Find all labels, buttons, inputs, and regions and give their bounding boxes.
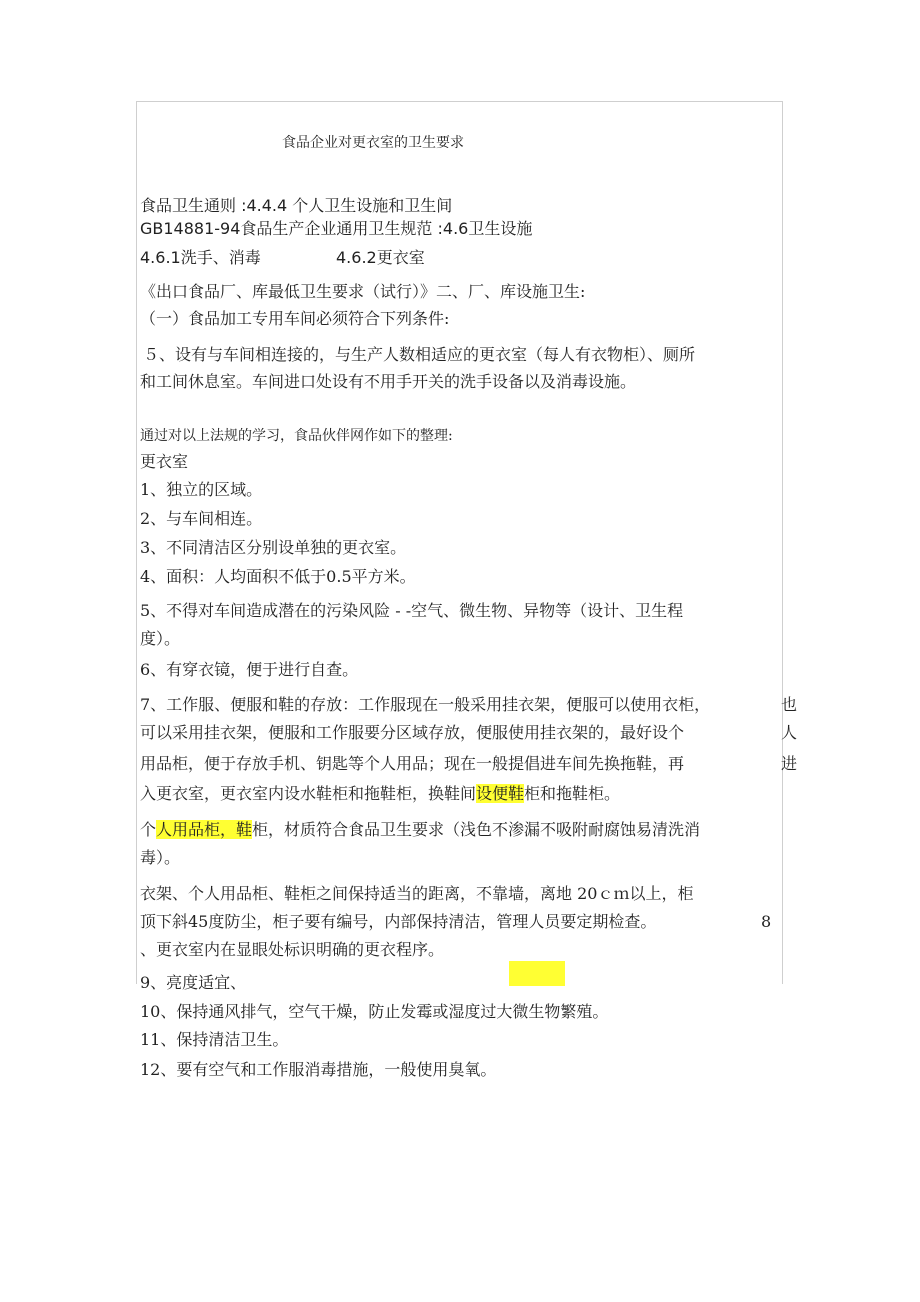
list-item-7-d xyxy=(140,784,620,804)
list-item-7-e-start: 个 xyxy=(140,820,157,839)
list-item-7-h: 顶下斜45度防尘，柜子要有编号，内部保持清洁，管理人员要定期检查。 xyxy=(140,912,657,931)
list-item-7-a: 7、工作服、便服和鞋的存放：工作服现在一般采用挂衣架，便服可以使用衣柜， xyxy=(140,695,711,714)
highlight-personal-cabinet: 人用品柜，鞋 xyxy=(156,820,253,839)
section-heading: 更衣室 xyxy=(140,452,189,471)
line-item-5-b: 和工间休息室。车间进口处设有不用手开关的洗手设备以及消毒设施。 xyxy=(140,372,637,391)
list-item-8: 、更衣室内在显眼处标识明确的更衣程序。 xyxy=(140,940,445,959)
line-item-5-a: ５、设有与车间相连接的，与生产人数相适应的更衣室（每人有衣物柜）、厕所 xyxy=(143,345,696,364)
list-item-5-b: 度）。 xyxy=(140,629,181,648)
list-item-7-b-end: 人 xyxy=(781,723,798,742)
list-item-8-number: 8 xyxy=(761,912,772,931)
list-item-10: 10、保持通风排气，空气干燥，防止发霉或湿度过大微生物繁殖。 xyxy=(140,1002,609,1021)
list-item-7-e-text: 柜，材质符合食品卫生要求（浅色不渗漏不吸附耐腐蚀易清洗消 xyxy=(252,820,701,839)
line-gb14881: GB14881-94食品生产企业通用卫生规范 :4.6卫生设施 xyxy=(140,219,533,238)
list-item-5-a: 5、不得对车间造成潜在的污染风险 - -空气、微生物、异物等（设计、卫生程 xyxy=(140,601,684,620)
list-item-9: 9、亮度适宜、 xyxy=(140,973,247,992)
list-item-6: 6、有穿衣镜，便于进行自查。 xyxy=(140,660,359,679)
list-item-7-d-end: 柜和拖鞋柜。 xyxy=(524,784,621,803)
list-item-7-b: 可以采用挂衣架，便服和工作服要分区域存放，便服使用挂衣架的，最好设个 xyxy=(140,723,685,742)
list-item-1: 1、独立的区域。 xyxy=(140,480,263,499)
list-item-7-d-text: 入更衣室，更衣室内设水鞋柜和拖鞋柜，换鞋间 xyxy=(140,784,477,803)
list-item-7-f: 毒）。 xyxy=(140,848,181,867)
line-hygiene-general: 食品卫生通则 :4.4.4 个人卫生设施和卫生间 xyxy=(140,196,453,215)
list-item-7-c: 用品柜，便于存放手机、钥匙等个人用品；现在一般提倡进车间先换拖鞋，再 xyxy=(140,754,685,773)
list-item-4: 4、面积：人均面积不低于0.5平方米。 xyxy=(140,567,416,586)
list-item-11: 11、保持清洁卫生。 xyxy=(140,1030,289,1049)
line-461: 4.6.1洗手、消毒 xyxy=(140,248,261,267)
list-item-7-a-end: 也 xyxy=(781,695,798,714)
document-title: 食品企业对更衣室的卫生要求 xyxy=(282,135,464,151)
list-item-7-g: 衣架、个人用品柜、鞋柜之间保持适当的距离，不靠墙，离地 20ｃｍ以上，柜 xyxy=(140,884,694,903)
line-462: 4.6.2更衣室 xyxy=(336,248,425,267)
line-summary-intro: 通过对以上法规的学习，食品伙伴网作如下的整理: xyxy=(140,428,453,444)
list-item-2: 2、与车间相连。 xyxy=(140,509,263,528)
list-item-12: 12、要有空气和工作服消毒措施，一般使用臭氧。 xyxy=(140,1060,497,1079)
list-item-7-e xyxy=(140,820,700,840)
highlight-empty-block xyxy=(509,961,565,986)
list-item-3: 3、不同清洁区分别设单独的更衣室。 xyxy=(140,538,407,557)
highlight-shoe-cabinet: 设便鞋 xyxy=(476,784,525,803)
line-workshop-conditions: （一）食品加工专用车间必须符合下列条件: xyxy=(140,309,450,328)
line-export-requirements: 《出口食品厂、库最低卫生要求（试行）》二、厂、库设施卫生: xyxy=(140,282,586,301)
list-item-7-c-end: 进 xyxy=(781,754,798,773)
